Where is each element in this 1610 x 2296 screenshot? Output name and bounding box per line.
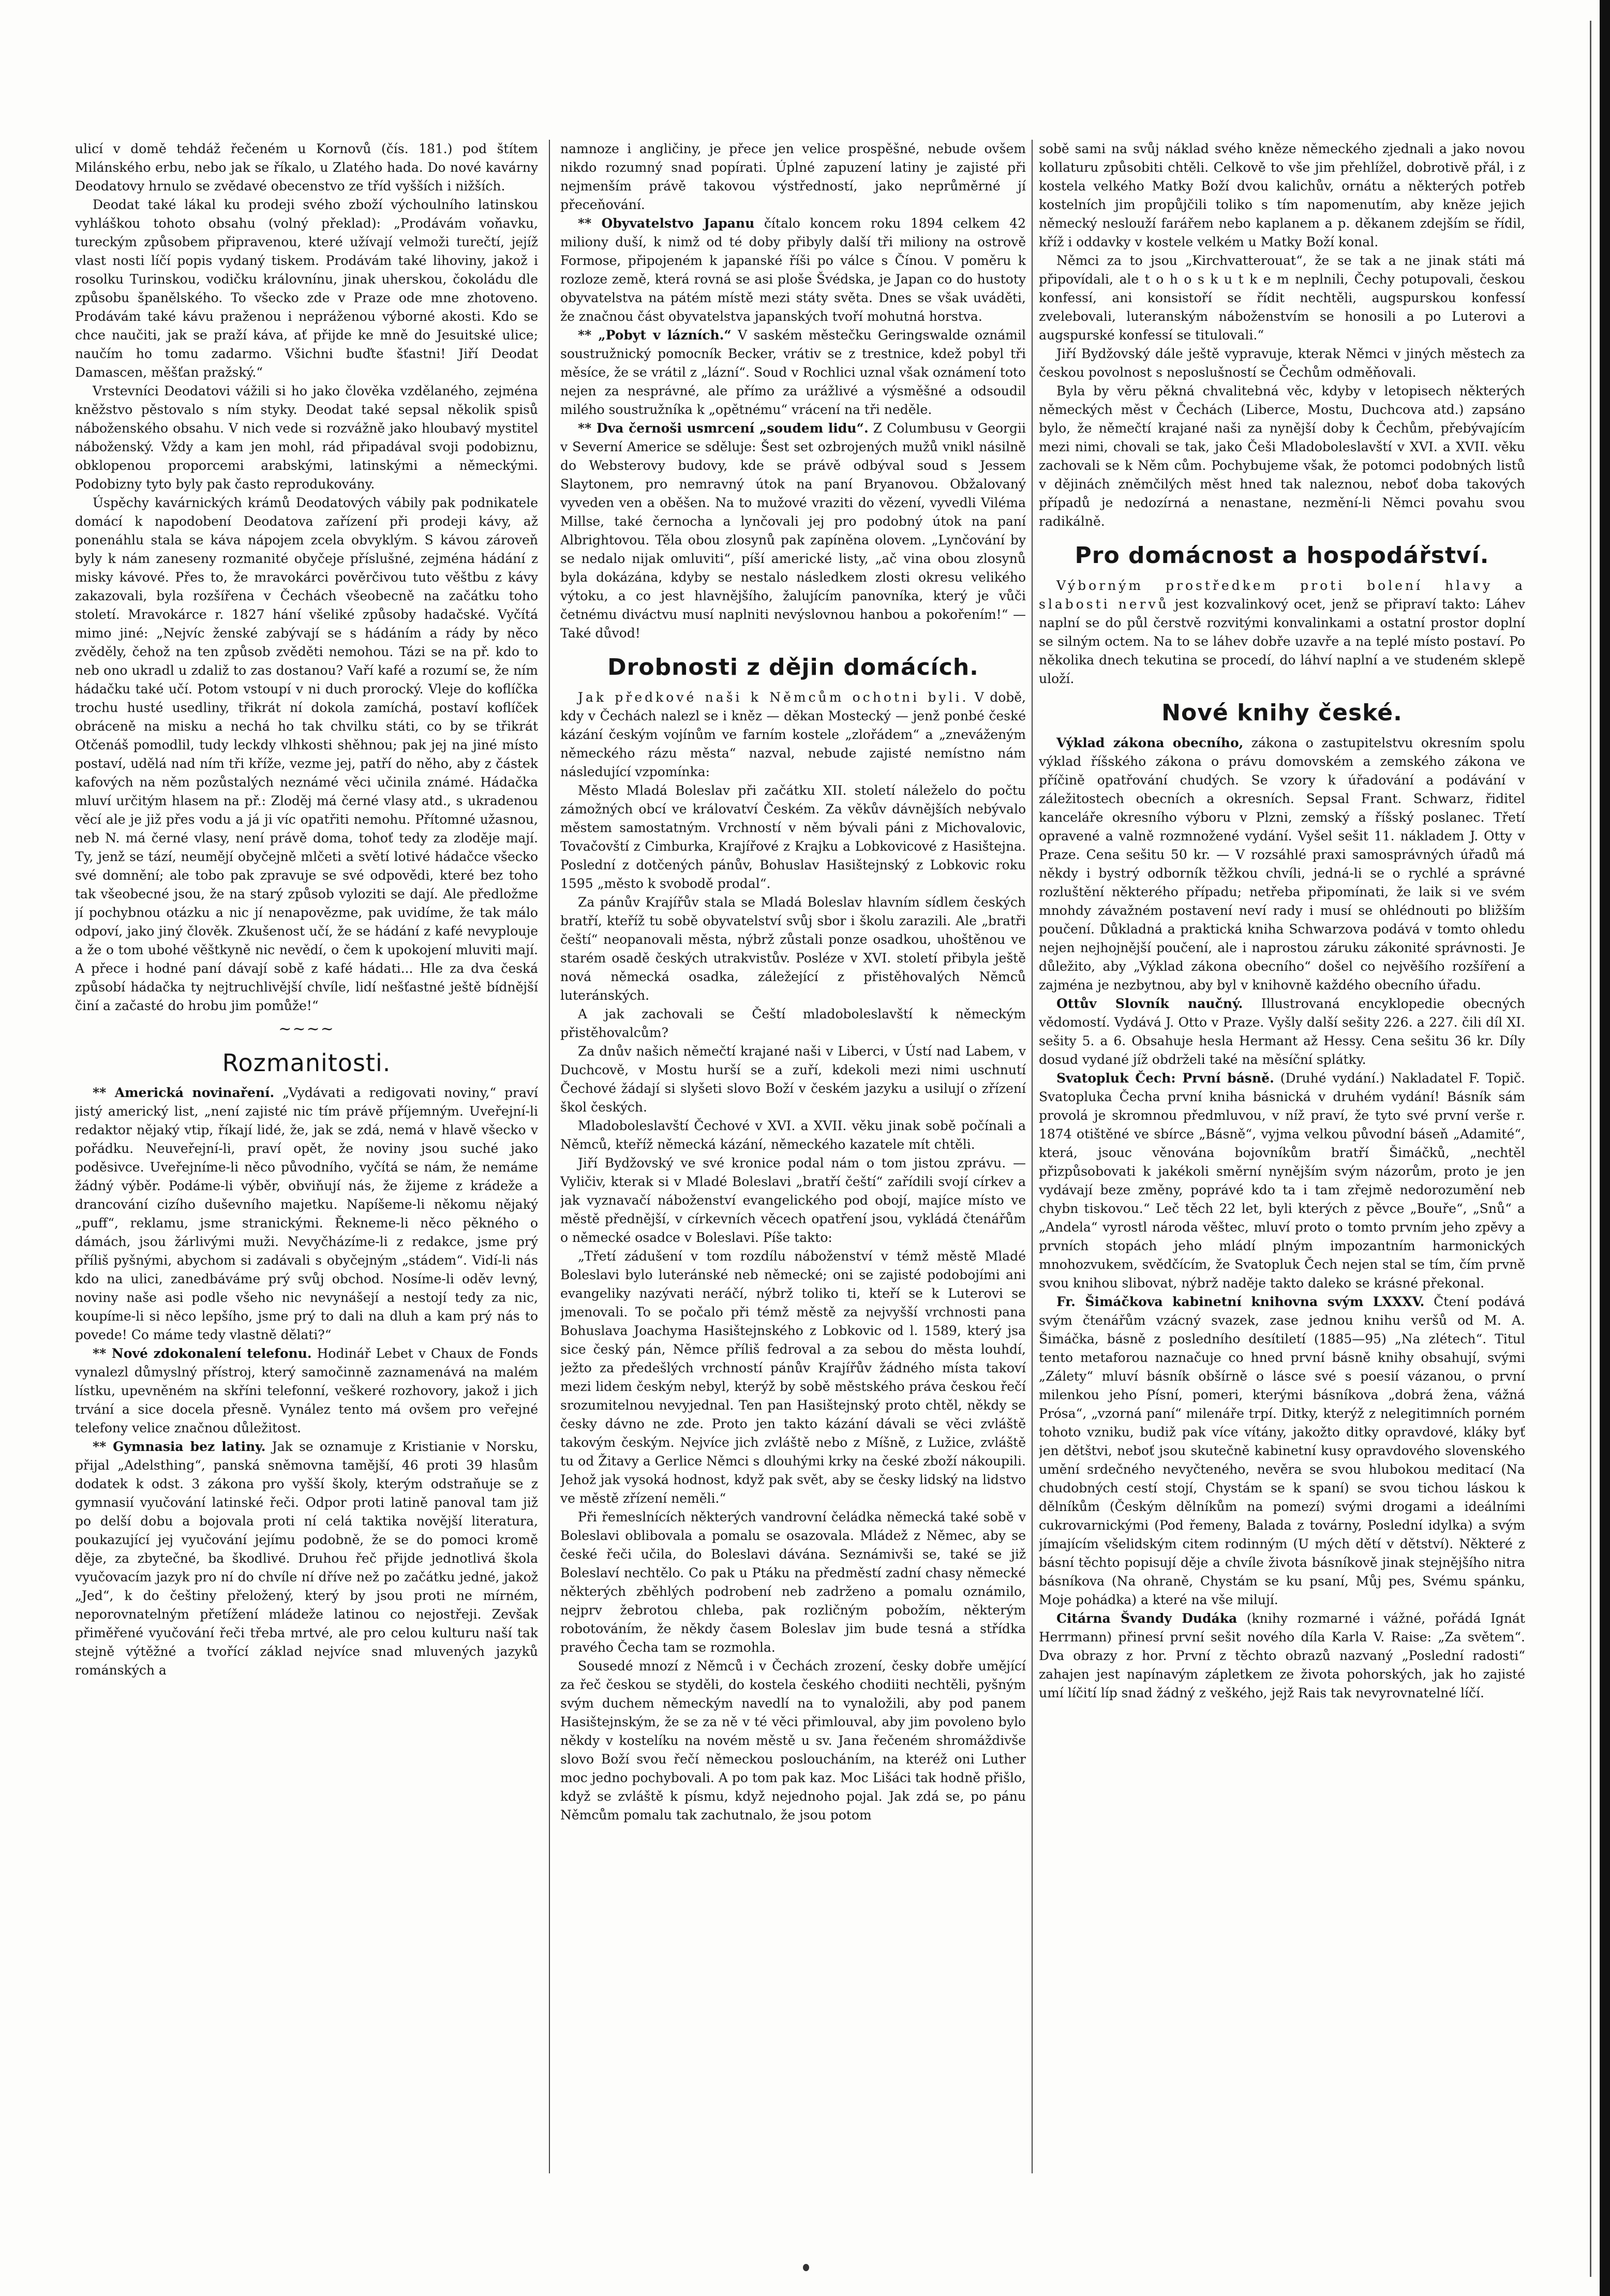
article-paragraph <box>1039 140 1525 251</box>
article-paragraph <box>1039 576 1525 688</box>
paragraph-lead: ** „Pobyt v lázních.“ <box>578 328 732 343</box>
column-rule <box>1032 140 1033 2173</box>
paragraph-text: Jiří Bydžovský dále ještě vypravuje, kterak Němci v jiných městech za českou povolnost s neposlušností se Čechům odměňovali. <box>1039 346 1525 380</box>
paragraph-text: Vrstevníci Deodatovi vážili si ho jako člověka vzdělaného, zejména kněžstvo pěstovalo s ním styky. Deodat také sepsal několik spisů náboženského obsahu. V nich vede si rozvážně jako hloubavý mystitel náboženský. Vždy a kam jen mohl, rád připadával svoji podobiznu, obklopenou proporcemi arabskými, latinskými a německými. Podobizny tyto byly pak často reprodukovány. <box>75 383 538 492</box>
section-heading: Rozmanitosti. <box>222 1049 391 1077</box>
article-paragraph <box>75 1438 538 1680</box>
paragraph-lead: Fr. Šimáčkova kabinetní knihovna svým LXXXV. <box>1056 1294 1425 1309</box>
article-paragraph <box>560 1154 1026 1247</box>
article-paragraph <box>560 1657 1026 1825</box>
article-paragraph <box>75 1084 538 1344</box>
paragraph-text: ulicí v domě tehdáž řečeném u Kornovů (čís. 181.) pod štítem Milánského erbu, nebo jak se říkalo, u Zlatého hada. Do nové kavárny Deodatovy hrnulo se zvědavé obecenstvo ze tříd vyšších i nižších. <box>75 141 538 194</box>
ornament-divider: ~~~~ <box>278 1020 335 1038</box>
paragraph-text: „Třetí zádušení v tom rozdílu náboženství v témž městě Mladé Boleslavi bylo luteránské neb německé; oni se zajisté podobojími ani evangeliky nazývati neráčí, nýbrž toliko ti, kteří se k Luterovi se jmenovali. To se počalo při témž městě za nejvyšší vrchnosti pana Bohuslava Joachyma Hasištejnského z Lobkovic od l. 1589, který jsa sice český pán, Němce příliš fedroval a za sebou do města louhdí, ježto za předešlých vrchností pánův Krajířův žádného místa takoví mezi lidem českým nebyl, kterýž by sobě městského práva českou řečí srozumitelnou nevyjednal. Ten pan Hasištejnský proto chtěl, někdy se česky dávno ne zde. Proto jen takto kázání dávali se věci zvláště takovým českým. Nejvíce jich zvláště nebo z Míšně, z Lužice, zvláště tu od Žitavy a Gerlice Němci s dlouhými krky na české zboží nákoupili. Jehož jak vysoká hodnost, když pak svět, aby se česky lidský na lidstvo ve městě zřízení neměli.“ <box>560 1249 1026 1506</box>
article-paragraph <box>75 140 538 196</box>
section-heading: Pro domácnost a hospodářství. <box>1075 542 1489 569</box>
paragraph-text: Sousedé mnozí z Němců i v Čechách zrození, česky dobře umějící za řeč českou se styděli, do kostela českého chodiiti nechtěli, pyšným svým duchem německým navedlí na to vynaložili, aby pod panem Hasištejnským, že se za ně v té věci přimlouval, aby jim povoleno bylo někdy v kostelíku na novém městě u sv. Jana řečeném shromáždivše slovo Boží svou řečí německou posloucháním, na kteréž oni Luther moc jedno pochybovali. A po tom pak kaz. Moc Lišáci tak hodně přišlo, když se zvláště k písmu, když nejednoho pojal. Jak zdá se, po pánu Němcům pomalu tak zachutnalo, že jsou potom <box>560 1658 1026 1823</box>
paragraph-text: (knihy rozmarné i vážné, pořádá Ignát Herrmann) přinesí první sešit nového díla Karla V. Raise: „Za světem“. Dva obrazy z hor. První z těchto obrazů nazvaný „Poslední radosti“ zahajen jest napínavým zápletkem ze života pohorských, jak ho zajisté umí líčití líp snad žádný z veškého, jejž Rais tak nevyrovnatelné líčí. <box>1039 1611 1525 1700</box>
paragraph-text: Za dnův našich němečtí krajané naši v Liberci, v Ústí nad Labem, v Duchcově, v Mostu hurší se a zuří, kdekoli mezi nimi uschnutí Čechové žádají si slyšeti slovo Boží v českém jazyku a usilují o zřízení škol českých. <box>560 1044 1026 1115</box>
paragraph-text: Město Mladá Boleslav při začátku XII. století náleželo do počtu zámožných obcí ve královatví Českém. Za věkův dávnějších nebývalo městem samostatným. Vrchností v něm bývali páni z Michovalovic, Tovačovští z Cimburka, Krajířové z Krajku a Lobkovicové z Hasištejna. Poslední z dotčených pánův, Bohuslav Hasištejnský z Lobkovic roku 1595 „město k svobodě prodal“. <box>560 783 1026 891</box>
paragraph-text: Illustrovaná encyklopedie obecných vědomostí. Vydává J. Otto v Praze. Vyšly další sešity 226. a 227. čili díl XI. sešity 5. a 6. Obsahuje hesla Hermant až Hessy. Cena sešitu 36 kr. Díly dosud vydané jíž obdrželi také na měsíční splátky. <box>1039 996 1525 1067</box>
section-heading: Nové knihy české. <box>1161 700 1403 726</box>
section-heading: Drobnosti z dějin domácích. <box>607 654 979 680</box>
paragraph-text: Hodinář Lebet v Chaux de Fonds vynalezl důmyslný přístroj, který samočinně zaznamenává na malém lístku, upevněném na skříni telefonní, veškeré rozhovory, jakož i jich trvání a sice docela přesně. Vynález tento má ovšem pro veřejné telefony velice značnou důležitost. <box>75 1346 538 1435</box>
article-paragraph <box>1039 1069 1525 1293</box>
paragraph-lead: Ottův Slovník naučný. <box>1056 996 1243 1011</box>
article-paragraph <box>75 196 538 382</box>
article-paragraph <box>1039 1293 1525 1609</box>
paragraph-text: čítalo koncem roku 1894 celkem 42 miliony duší, k nimž od té doby přibyly další tři miliony na ostrově Formose, připojeném k japanské říši po válce s Čínou. V poměru k rozloze země, která rovná se asi ploše Švédska, je Japan co do hustoty obyvatelstva na pátém místě mezi státy světa. Dnes se však uváděti, že značnou část obyvatelstva japanských tvoří mohutná horstva. <box>560 216 1026 324</box>
paragraph-text: Němci za to jsou „Kirchvatterouat“, že se tak a ne jinak státi má připovídali, ale t o h o s k u t k e m neplnili, Čechy potupovali, českou konfessí, ani konsistoří se řídit nechtěli, augspurskou konfessí zvelebovali, luteranským náboženstvím se honosili a po Luterovi a augspurské konfessí se titulovali.“ <box>1039 253 1525 343</box>
paragraph-text: Mladoboleslavští Čechové v XVI. a XVII. věku jinak sobě počínali a Němců, kteříž německá kázání, německého kazatele mít chtěli. <box>560 1118 1026 1152</box>
paragraph-text: sobě sami na svůj náklad svého kněze německého zjednali a jako novou kollaturu způsobiti chtěli. Celkově to vše jim přehlížel, dobrotivě přál, i z kostela velkého Matky Boží dvou kalichův, ornátu a některých potřeb kostelních jim propůjčili toliko s tím napomenutím, aby kněze jejich německý neslouží farářem nebo kaplanem a p. děkanem zdejším se řídil, kříž i oddavky v kostele velkém u Matky Boží konal. <box>1039 141 1525 249</box>
paragraph-text: Jak se oznamuje z Kristianie v Norsku, přijal „Adelsthing“, panská sněmovna tamější, 46 proti 39 hlasům dodatek k odst. 3 zákona pro vyšší školy, kterým odstraňuje se z gymnasií vyučování latinské řeči. Odpor proti latině panoval tam již po delší dobu a bojovala proti ní celá taktika novější literatura, poukazující jej vyučování jejímu podobně, že se do pomoci kromě děje, za zbytečné, ba škodlivé. Druhou řeč přijde jednotlivá škola vyučovacím jazyk pro ní do chvíle ní dříve než po začátku jedné, jakož „Jed“, k do češtiny přeložený, který by jsou proti ne mírném, neporovnatelným přetížení mládeže latinou co nejostřeji. Zevšak přiměřené vyučování řeči třeba mrtvé, ale pro celou kulturu naší tak stejně výtěžné a tvořící základ nejvíce snad mluvených jazyků románských a <box>75 1439 538 1678</box>
article-paragraph <box>560 893 1026 1005</box>
paragraph-text: zákona o zastupitelstvu okresním spolu výklad říšského zákona o právu domovském a zemského zákona ve příčině opatřování chudých. Se vzory k úřadování a podávání v záležitostech obecních a okresních. Sepsal Frant. Schwarz, řiditel kanceláře okresního výboru v Plzni, zemský a říšský poslanec. Třetí opravené a valně rozmnožené vydání. Vyšel sešit 11. nákladem J. Otty v Praze. Cena sešitu 50 kr. — V rozsáhlé praxi samosprávných úřadů má někdy i bystrý odborník těžkou chvíli, jedná-li se o rychlé a správné rozluštění některého případu; netřeba připomínati, že laik si ve svém mnohdy závažném postavení neví rady i musí se ohlédnouti po bližším poučení. Důkladná a praktická kniha Schwarzova podává v tomto ohledu nejen nejhojnější poučení, ale i naprostou záruku zákonité správnosti. Je důležito, aby „Výklad zákona obecního“ došel co nejvěšího rozšíření a zajména je nezbytnou, aby byl v knihovně každého obecního úřadu. <box>1039 735 1525 993</box>
article-paragraph <box>75 382 538 494</box>
article-paragraph <box>560 781 1026 893</box>
paragraph-text: namnoze i angličiny, je přece jen velice prospěšné, nebude ovšem nikdo rozumný snad popírati. Úplné zapuzení latiny je zajisté při nejmenším právě takovou výstředností, jako neprůměrné jí přeceňování. <box>560 141 1026 212</box>
paragraph-lead: ** Dva černoši usmrcení „soudem lidu“. <box>578 421 869 436</box>
paragraph-text: Jiří Bydžovský ve své kronice podal nám o tom jistou zprávu. — Vyličiv, kterak si v Mladé Boleslavi „bratří čeští“ zařídili svojí církev a jak vyznavačí náboženství evangelického pod obojí, majíce místo ve městě přednější, v církevních věcech opatření jsou, vykládá čtenářům o německé osadce v Boleslavi. Píše takto: <box>560 1156 1026 1245</box>
article-paragraph <box>1039 345 1525 382</box>
paragraph-lead: ** Nové zdokonalení telefonu. <box>93 1346 312 1361</box>
paragraph-text: Čtení podává svým čtenářům vzácný svazek, zase jednou knihu veršů od M. A. Šimáčka, básně z posledního desítiletí (1885—95) „Na zlétech“. Titul tento metaforou naznačuje co hned první básně knihy obsahují, svými „Zálety“ mluví básník obšírně o lásce své s poesií vázanou, o první milenkou jeho Písní, pomeri, kterými básníkova „dobrá žena, vážná Prósa“, „vzorná paní“ milenáře trpí. Ditky, kterýž z nelegitimních porném tohoto vzniku, budiž pak více vítány, jakožto ditky opravdové, kláky byť jen dětštvi, neboť jsou skutečně kabinetní kusy opravdového slovenského umění srdečného nevyčteného, nevěra se svou hlubokou meditací (Na chudobných cestí stojí, Chystám se k spaní) se svou tichou láskou k dělníkům (Českým dělníkům na pomezí) svými drogami a ideálními cukrovarnickými (Pod řemeny, Balada z továrny, Poslední idylka) a svým jímajícím všelidským citem rodinným (U mých dětí v dětství). Některé z básní těchto popisují děje a chvíle života básníkově jinak stejnějšího nitra básníkova (Na ohraně, Chystám se ku psaní, Můj pes, Svému spánku, Moje pohádka) a které na vše milují. <box>1039 1294 1525 1607</box>
article-paragraph <box>560 419 1026 643</box>
paragraph-spaced-lead: Jak předkové naši k Němcům ochotni byli. <box>578 690 969 705</box>
article-paragraph <box>75 494 538 1015</box>
column-right <box>1039 140 1525 2204</box>
paragraph-text: V saském městečku Geringswalde oznámil soustružnický pomocník Becker, vrátiv se z trestnice, kdež pobyl tři měsíce, že se vrátil z „lázní“. Soud v Rochlici uznal však oznámení toto nejen za nesprávné, ale přímo za urážlivé a výsměšné a odsoudil milého soustružníka k „opětnému“ vrácení na tři neděle. <box>560 328 1026 417</box>
column-left <box>75 140 538 2204</box>
column-rule <box>549 140 550 2173</box>
article-paragraph <box>560 1005 1026 1042</box>
scan-edge <box>1600 0 1610 2296</box>
paragraph-lead: ** Americká novinaření. <box>93 1085 275 1100</box>
paragraph-text: Deodat také lákal ku prodeji svého zboží výchoulního latinskou vyhláškou tohoto obsahu (volný překlad): „Prodávám voňavku, tureckým způsobem připravenou, které užívají velmoži turečtí, jejíž vlast nosti líčí popis vydaný tiskem. Prodávám také lihoviny, jakož i rosolku Turinskou, vodičku královnínu, jinak uherskou, čokoládu dle způsobu španělského. To všecko zde v Praze ode mne zhotoveno. Prodávám také kávu praženou i nepráženou výborné akosti. Kdo se chce naučiti, jak se praží káva, ať přijde ke mně do Jesuitské ulice; naučím ho tomu zadarmo. Všichni buďte šťastni! Jiří Deodat Damascen, měšťan pražský.“ <box>75 197 538 380</box>
page-border-line <box>1590 21 1591 2277</box>
article-paragraph <box>560 1117 1026 1154</box>
article-paragraph <box>560 1508 1026 1657</box>
page-mark <box>803 2264 809 2271</box>
paragraph-text: Úspěchy kavárnických krámů Deodatových vábily pak podnikatele domácí k napodobení Deodatova zařízení při prodeji kávy, až ponenáhlu stala se káva nápojem zcela obvyklým. S kávou zároveň byly k nám zaneseny rozmanité obyčeje příslušné, zejména hádání z misky kávové. Přes to, že mravokárci pověrčivou tuto věštbu z kávy zakazovali, byla rozšířena v Čechách všeobecně na začátku toho století. Mravokárce r. 1827 hání všeliké způsoby hadačské. Vyčítá mimo jiné: „Nejvíc ženské zabývají se s hádáním a rády by něco zvěděly, čehož na ten způsob zvěděti nemohou. Tázi se na př. kdo to neb ono ukradl u zdaliž to zas dostanou? Vaří kafé a rozumí se, že ním hádačku také učí. Potom vstoupí v ni duch prorocký. Vleje do koflíčka trochu husté usedliny, třikrát ní dokola zamíchá, postaví koflíček obráceně na misku a nechá ho tak chvilku státi, co by se třikrát Otčenáš pomodlil, tudy leckdy vlhkosti shěhnou; pak jej na jiné místo postaví, udělá nad ním tři kříže, vezme jej, patří do něho, aby z částek kafových na něm pozůstalých neznámé věci učinila známé. Hádačka mluví určitým hlasem na př.: Zloděj má černé vlasy atd., s ukradenou věcí ale je již přes vodu a já ji víc opatřiti nemohu. Přítomné užasnou, neb N. má černé vlasy, není právě doma, tohoť tedy za zloděje mají. Ty, jenž se tází, neumějí obyčejně mlčeti a světí lotivé hádačce všecko své domnění; ale tobo pak zpravuje se své odpovědi, které bez toho tak všeobecné jsou, že na starý způsob vyloziti se dají. Ale předložme jí pochybnou otázku a nic jí nenapovězme, pak uvidíme, že tak málo odpoví, jako jiný člověk. Zkušenost učí, že se hádání z kafé nevyplouje a že o tom ubohé věštkyně nic nevědí, o čem k upokojení mluviti mají. A přece i hodné paní dávají sobě z kafé hádati... Hle za dva česká způsobí hádačka ty nejtruchlivější chvíle, lidí nešťastné ještě bídnější činí a začasté do hrobu jim pomůže!“ <box>75 495 538 1013</box>
paragraph-text: A jak zachovali se Čeští mladoboleslavští k německým přistěhovalcům? <box>560 1006 1026 1040</box>
paragraph-text: Byla by věru pěkná chvalitebná věc, kdyby v letopisech některých německých měst v Čechách (Liberce, Mostu, Duchcova atd.) zapsáno bylo, že němečtí krajané naši za nynější doby k Čechům, přebývajícím mezi nimi, chovali se tak, jako Češi Mladoboleslavští v XVI. a XVII. věku zachovali se k Něm cům. Pochybujeme však, že potomci podobných listů v dějinách zněmčilých měst hned tak naleznou, neboť doba takových případů je nedozírná a nenastane, nezmění-li Němci povahu svou radikálně. <box>1039 383 1525 529</box>
paragraph-lead: ** Gymnasia bez latiny. <box>93 1439 266 1454</box>
article-paragraph <box>560 688 1026 781</box>
paragraph-lead: Svatopluk Čech: První básně. <box>1056 1071 1274 1086</box>
paragraph-text: „Vydávati a redigovati noviny,“ praví jistý americký list, „není zajisté nic tím právě příjemným. Uveřejní-li redaktor nějaký vtip, říkají lidé, že, jak se zdá, nemá v hlavě všecko v pořádku. Neuveřejní-li, praví opět, že noviny jsou suché jako poděsivce. Uveřejníme-li něco původního, vyčítá se nám, že nemáme žádný výběr. Podáme-li výběr, obviňují nás, že žijeme z krádeže a drancování cizího duševního majetku. Napíšeme-li někomu nějaký „puff“, reklamu, jsme stranickými. Řekneme-li něco pěkného o dámách, jsou žárlivými muži. Nevyčházíme-li z redakce, jsme prý příliš pyšnými, abychom si zadávali s obyčejným „stádem“. Vidí-li nás kdo na ulici, zanedbáváme prý svůj obchod. Nosíme-li oděv levný, noviny naše asi podle všeho nic nevynášejí a nestojí tedy za nic, koupíme-li si něco lepšího, jsme prý to dali na dluh a kam prý nás to povede! Co máme tedy vlastně dělati?“ <box>75 1085 538 1342</box>
paragraph-text: jest kozvalinkový ocet, jenž se připraví takto: Láhev naplní se do půl čerstvě rozvitými konvalinkami a ostatní prostor doplní se silným octem. Na to se láhev dobře uzavře a na teplé místo postaví. Po několika dnech tekutina se procedí, do láhví naplní a ve studeném sklepě uloží. <box>1039 597 1525 686</box>
paragraph-text: Při řemeslnících některých vandrovní čeládka německá také sobě v Boleslavi oblibovala a pomalu se osazovala. Mládež z Němec, aby se české řeči učila, do Boleslavi dávána. Seznámivši se, také se již Boleslaví nechtělo. Co pak u Ptáku na předměstí zadní chasy německé některých zběhlých podrobení neb zadrženo a pomalu oznámilo, nejprv žebrotou chleba, pak rozličným pobožím, některým robotováním, že někdy časem Boleslav jim bude tesná a střídka pravého Čecha tam se rozmohla. <box>560 1509 1026 1655</box>
paragraph-spaced-lead: Výborným prostředkem proti bolení hlavy a slabosti nervů <box>1039 578 1525 612</box>
article-paragraph <box>560 326 1026 419</box>
article-paragraph <box>1039 995 1525 1069</box>
article-paragraph <box>560 1247 1026 1508</box>
paragraph-lead: Citárna Švandy Dudáka <box>1056 1611 1238 1626</box>
article-paragraph <box>1039 1609 1525 1702</box>
article-paragraph <box>1039 734 1525 995</box>
article-paragraph <box>560 140 1026 214</box>
paragraph-text: Z Columbusu v Georgii v Severní Americe se sděluje: Šest set ozbrojených mužů vnikl násilně do Websterovy budovy, kde se právě odbýval soud s Jessem Slaytonem, pro nemravný útok na paní Bryanovou. Obžalovaný vyveden ven a oběšen. Na to mužové vraziti do vězení, vyvedli Viléma Millse, také černocha a lynčovali jej pro podobný útok na paní Albrightovou. Těla obou zlosynů pak zapíněna olovem. „Lynčování by se nedalo nijak omluviti“, píší americké listy, „ač vina obou zlosynů byla dokázána, kdyby se nestalo následkem zlosti okresu velikého výtoku, a co jest hlavnějšího, žalujícím panovníka, který je vůči četnému diváctvu musí naplniti nevýslovnou hanbou a pokořením!“ — Také důvod! <box>560 421 1026 641</box>
article-paragraph <box>560 214 1026 326</box>
paragraph-text: Za pánův Krajířův stala se Mladá Boleslav hlavním sídlem českých bratří, kteříž tu sobě obyvatelství svůj sbor i školu zarazili. Ale „bratři čeští“ neopanovali města, nýbrž zůstali ponze osadkou, uhoštěnou ve starém osadě českých utrakvistův. Posléze v XVI. století přibyla ještě nová německá osadka, záležející z přistěhovalých Němců luteránských. <box>560 895 1026 1003</box>
paragraph-lead: ** Obyvatelstvo Japanu <box>578 216 755 231</box>
article-paragraph <box>560 1042 1026 1117</box>
article-paragraph <box>75 1344 538 1438</box>
paragraph-lead: Výklad zákona obecního, <box>1056 735 1244 750</box>
paragraph-text: V době, kdy v Čechách nalezl se i kněz — děkan Mostecký — jenž ponbé české kázání českým vojínům ve farním kostele „zlořádem“ a „zneváženým německého rázu města“ nazval, nebude zajisté nemístno nám následující vzpomínka: <box>560 690 1026 779</box>
column-middle <box>560 140 1026 2204</box>
article-paragraph <box>1039 382 1525 531</box>
article-paragraph <box>1039 251 1525 345</box>
paragraph-text: (Druhé vydání.) Nakladatel F. Topič. Svatopluka Čecha první kniha básnická v druhém vydání! Básník sám provolá je skromnou předmluvou, v níž praví, že tyto své první verše r. 1874 otištěné ve sbírce „Básně“, vyjma velkou původní báseň „Adamité“, která, jsouc věnována bojovníkům bratří Šimáčků, „nechtěl přizpůsobovati k jakékoli směrní nynějším svým názorům, proto je jen vydávají beze změny, poprávé kdo ta i tam zřejmě nedorozumění neb chybn tiskovou.“ Leč těch 22 let, byli kterých z pěvce „Bouře“, „Snů“ a „Andela“ vyrostl národa věštec, mluví proto o tomto prvním jeho zpěvy a prvních stopách jeho mládí plným impozantním harmonických mnohozvukem, svědčícím, že Svatopluk Čech nejen stal se tím, čím prvně svou knihou slibovat, nýbrž naděje takto daleko se krásné překonal. <box>1039 1071 1525 1291</box>
